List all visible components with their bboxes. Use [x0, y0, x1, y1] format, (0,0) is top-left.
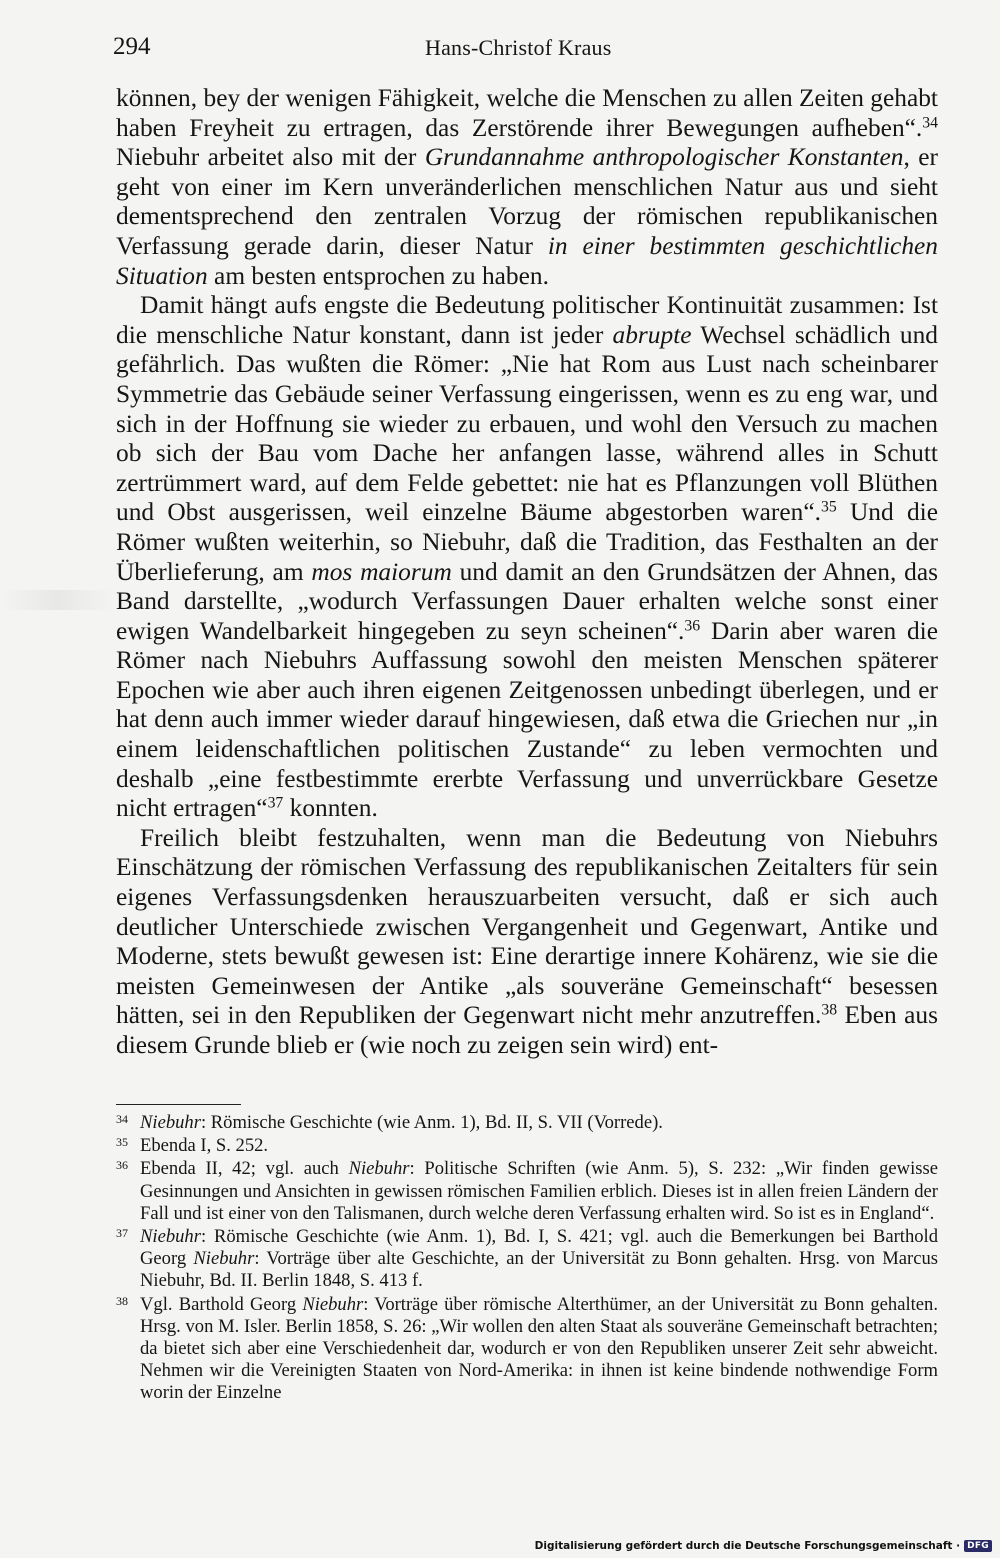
- running-title: Hans-Christof Kraus: [425, 35, 612, 60]
- footnote-ref[interactable]: 36: [684, 617, 701, 635]
- footnote-ref[interactable]: 38: [821, 1001, 838, 1019]
- footnote-number: 35: [116, 1135, 128, 1150]
- paragraph: Freilich bleibt festzuhalten, wenn man die Bedeutung von Niebuhrs Einschätzung der römischen Verfassung des republikanischen Zeitalters für sein eigenes Verfassungsdenken herauszuarbeiten versucht, daß er sich auch deutlicher Unterschiede zwischen Vergangenheit und Gegenwart, Antike und Moderne, stets bewußt gewesen ist: Eine derartige innere Kohärenz, wie sie die meisten Gemeinwesen der Antike „als souveräne Gemeinschaft“ besessen hätten, sei in den Republiken der Gegenwart nicht mehr anzutreffen.$^{38}$ Eben aus diesem Grunde blieb er (wie noch zu zeigen sein wird) ent-: [116, 823, 938, 1059]
- footnote-number: 37: [116, 1226, 128, 1241]
- paragraph: können, bey der wenigen Fähigkeit, welche die Menschen zu allen Zeiten gehabt haben Freyheit zu ertragen, das Zerstörende ihrer Bewegungen aufheben“.$^{34}$ Niebuhr arbeitet also mit der Grundannahme anthropologischer Konstanten, er geht von einer im Kern unveränderlichen menschlichen Natur aus und sieht dementsprechend den zentralen Vorzug der römischen republikanischen Verfassung gerade darin, dieser Natur in einer bestimmten geschichtlichen Situation am besten entsprochen zu haben.: [116, 84, 938, 290]
- main-text: [116, 84, 938, 1061]
- credit-text: Digitalisierung gefördert durch die Deutsche Forschungsgemeinschaft ·: [534, 1540, 961, 1552]
- dfg-logo-icon: DFG: [964, 1540, 992, 1552]
- footnote: 38 Vgl. Barthold Georg Niebuhr: Vorträge über römische Alterthümer, an der Universität zu Bonn gehalten. Hrsg. von M. Isler. Berlin 1858, S. 26: „Wir wollen den alten Staat als souveräne Gemeinschaft betrachten; da bietet sich aber eine Verschiedenheit dar, wodurch er von den Republiken unserer Zeit sehr abweicht. Nehmen wir die Vereinigten Staaten von Nord-Amerika: in ihnen ist keine bindende nothwendige Form worin der Einzelne: [116, 1294, 938, 1405]
- footnote-ref[interactable]: 37: [267, 794, 284, 812]
- footnote: 34 Niebuhr: Römische Geschichte (wie Anm. 1), Bd. II, S. VII (Vorrede).: [116, 1112, 938, 1134]
- digitization-credit: [535, 1540, 992, 1552]
- footnote-number: 38: [116, 1293, 128, 1308]
- footnote-ref[interactable]: 35: [820, 498, 837, 516]
- page-number: 294: [113, 33, 151, 60]
- scan-artifact: [0, 590, 115, 610]
- running-head: [113, 33, 935, 67]
- footnote: 35 Ebenda I, S. 252.: [116, 1135, 938, 1157]
- footnotes: [116, 1112, 938, 1406]
- footnote: 37 Niebuhr: Römische Geschichte (wie Anm. 1), Bd. I, S. 421; vgl. auch die Bemerkungen bei Barthold Georg Niebuhr: Vorträge über alte Geschichte, an der Universität zu Bonn gehalten. Hrsg. von Marcus Niebuhr, Bd. II. Berlin 1848, S. 413 f.: [116, 1226, 938, 1293]
- footnote-number: 34: [116, 1112, 128, 1126]
- footnote-divider: [116, 1104, 241, 1105]
- paragraph: Damit hängt aufs engste die Bedeutung politischer Kontinuität zusammen: Ist die menschliche Natur konstant, dann ist jeder abrupte Wechsel schädlich und gefährlich. Das wußten die Römer: „Nie hat Rom aus Lust nach scheinbarer Symmetrie das Gebäude seiner Verfassung eingerissen, wenn es zu eng war, und sich in der Hoffnung sie wieder zu erbauen, und wohl den Versuch zu machen ob sich der Bau vom Dache her anfangen lasse, während alles in Schutt zertrümmert ward, auf dem Felde gebettet: nie hat es Pflanzungen voll Blüthen und Obst ausgerissen, weil einzelne Bäume abgestorben waren“.$^{35}$ Und die Römer wußten weiterhin, so Niebuhr, daß die Tradition, das Festhalten an der Überlieferung, am mos maiorum und damit an den Grundsätzen der Ahnen, das Band darstellte, „wodurch Verfassungen Dauer erhalten welche sonst einer ewigen Wandelbarkeit hingegeben zu seyn scheinen“.$^{36}$ Darin aber waren die Römer nach Niebuhrs Auffassung sowohl den meisten Menschen späterer Epochen wie aber auch ihren eigenen Zeitgenossen unbedingt überlegen, und er hat denn auch immer wieder darauf hingewiesen, daß etwa die Griechen nur „in einem leidenschaftlichen politischen Zustande“ zu leben vermochten und deshalb „eine festbestimmte ererbte Verfassung und unverrückbare Gesetze nicht ertragen“$^{37}$ konnten.: [116, 291, 939, 823]
- footnote-number: 36: [116, 1158, 128, 1173]
- footnote-ref[interactable]: 34: [922, 113, 938, 131]
- footnote: 36 Ebenda II, 42; vgl. auch Niebuhr: Politische Schriften (wie Anm. 5), S. 232: „Wir finden gewisse Gesinnungen und Ansichten in gewissen römischen Familien erblich. Dieses ist in allen freien Ländern der Fall und ist einer von den Talismanen, durch welche deren Verfassung erhalten wird. So ist es in England“.: [116, 1158, 938, 1225]
